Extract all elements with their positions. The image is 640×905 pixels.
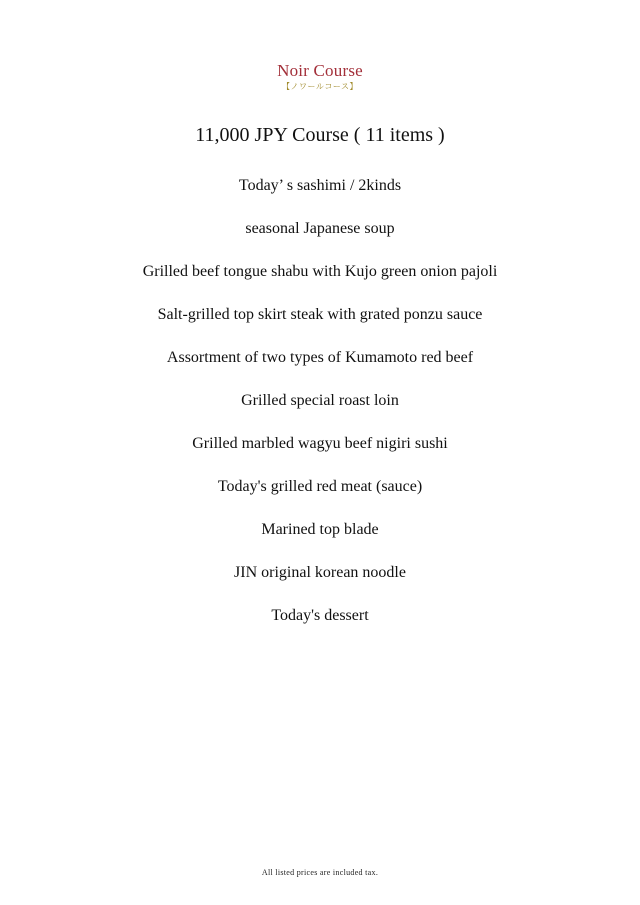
menu-item: Grilled marbled wagyu beef nigiri sushi — [192, 435, 448, 452]
course-name-japanese: 【ノワールコース】 — [282, 82, 358, 91]
tax-note: All listed prices are included tax. — [261, 868, 379, 877]
menu-item: Assortment of two types of Kumamoto red beef — [166, 349, 474, 366]
menu-item: Today's dessert — [271, 607, 369, 624]
menu-item: Grilled special roast loin — [241, 392, 399, 409]
course-header — [0, 60, 640, 92]
menu-item: Marined top blade — [261, 521, 379, 538]
menu-item: seasonal Japanese soup — [245, 220, 395, 237]
course-title: 11,000 JPY Course ( 11 items ) — [195, 124, 445, 146]
menu-list — [0, 174, 640, 647]
menu-item: Today's grilled red meat (sauce) — [217, 478, 423, 495]
menu-item: Today’ s sashimi / 2kinds — [238, 177, 402, 194]
menu-item: Salt-grilled top skirt steak with grated ponzu sauce — [157, 306, 483, 323]
menu-item: JIN original korean noodle — [234, 564, 406, 581]
menu-item: Grilled beef tongue shabu with Kujo green onion pajoli — [142, 263, 498, 280]
course-name: Noir Course — [277, 61, 363, 80]
